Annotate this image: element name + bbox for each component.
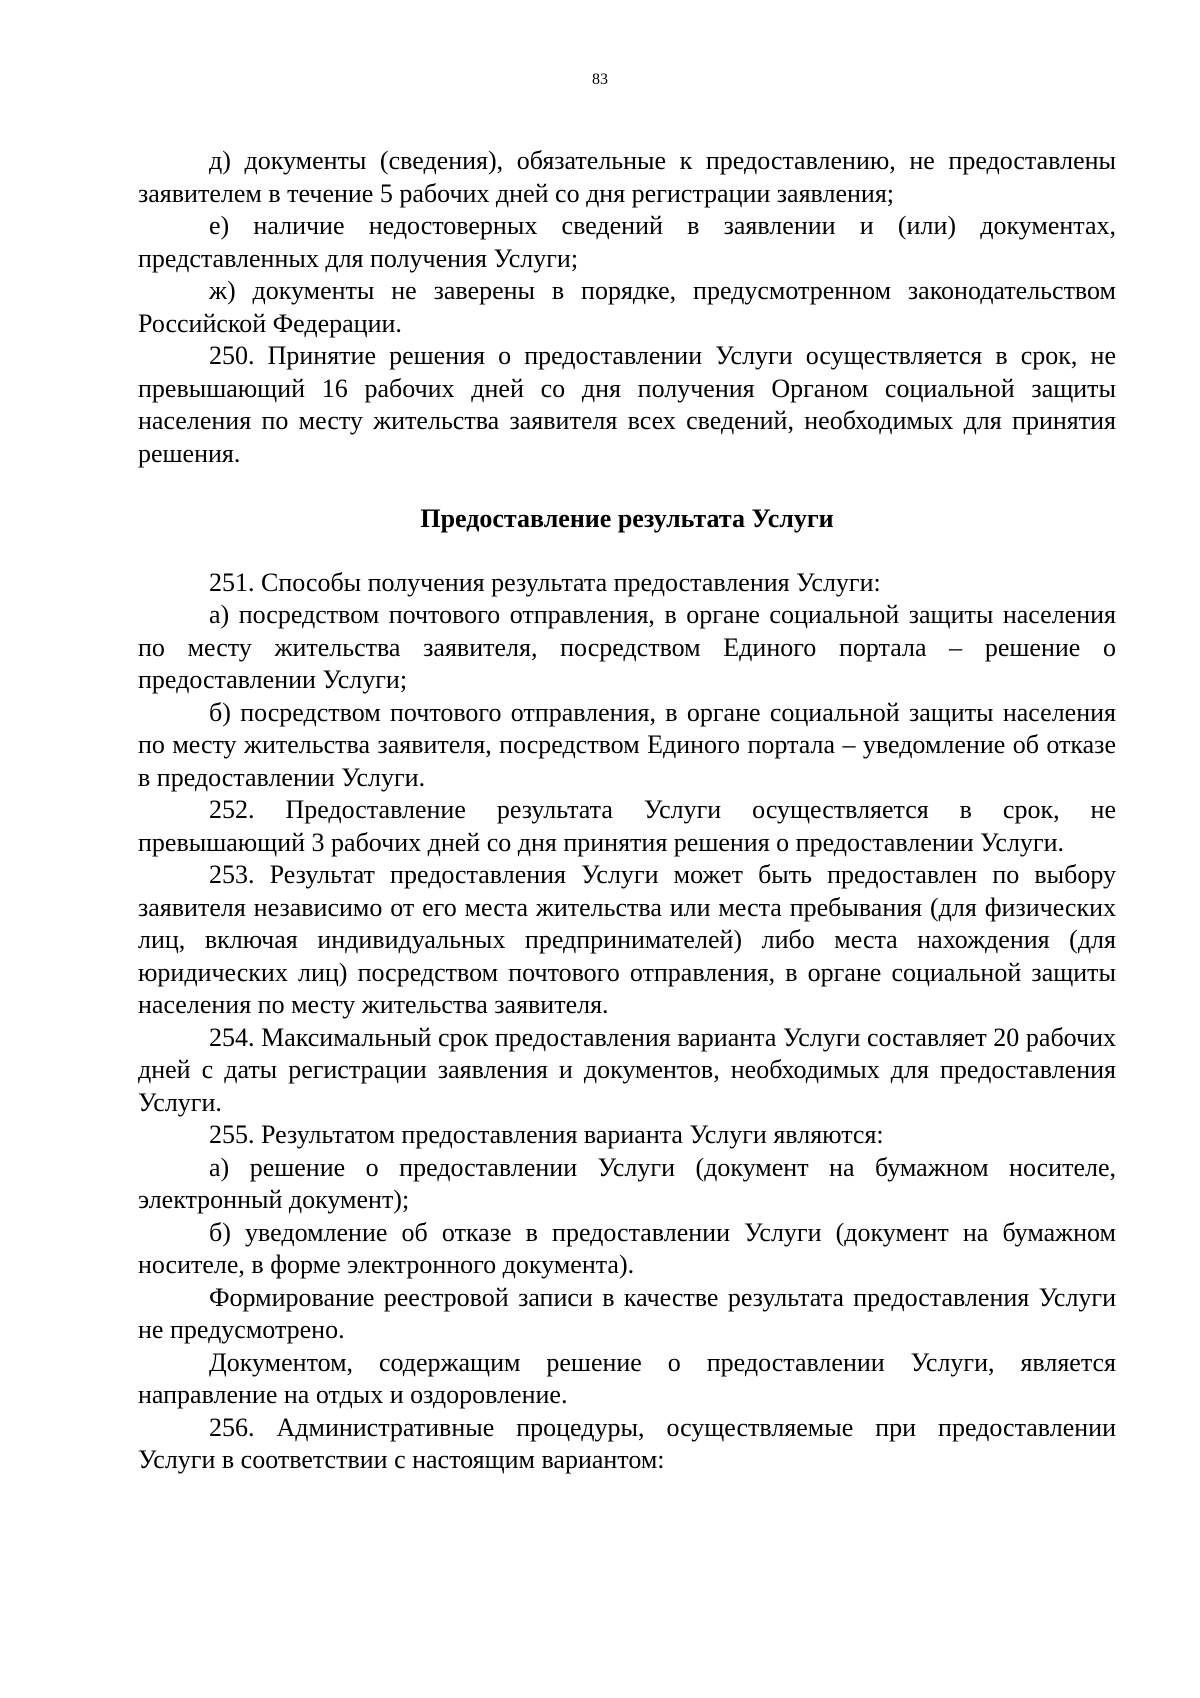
paragraph-250: 250. Принятие решения о предоставлении Услуги осуществляется в срок, не превышающий 16 рабочих дней со дня получения Органом социальной защиты населения по месту жительства заявителя всех сведений, необходимых для принятия решения.: [138, 341, 1116, 468]
paragraph-253: 253. Результат предоставления Услуги может быть предоставлен по выбору заявителя независимо от его места жительства или места пребывания (для физических лиц, включая индивидуальных предпринимателей) либо места нахождения (для юридических лиц) посредством почтового отправления, в органе социальной защиты населения по месту жительства заявителя.: [138, 860, 1116, 1019]
page-number: 83: [592, 71, 608, 88]
paragraph-255-b: б) уведомление об отказе в предоставлении Услуги (документ на бумажном носителе, в форме электронного документа).: [138, 1217, 1116, 1279]
paragraph-decision-document: Документом, содержащим решение о предоставлении Услуги, является направление на отдых и оздоровление.: [138, 1347, 1116, 1409]
paragraph-251-b: б) посредством почтового отправления, в органе социальной защиты населения по месту жительства заявителя, посредством Единого портала – уведомление об отказе в предоставлении Услуги.: [138, 697, 1116, 792]
paragraph-256: 256. Административные процедуры, осуществляемые при предоставлении Услуги в соответствии с настоящим вариантом:: [138, 1412, 1116, 1474]
paragraph-e: е) наличие недостоверных сведений в заявлении и (или) документах, представленных для получения Услуги;: [138, 211, 1116, 273]
paragraph-zh: ж) документы не заверены в порядке, предусмотренном законодательством Российской Федерации.: [138, 276, 1116, 338]
paragraph-254: 254. Максимальный срок предоставления варианта Услуги составляет 20 рабочих дней с даты регистрации заявления и документов, необходимых для предоставления Услуги.: [138, 1022, 1116, 1117]
paragraph-252: 252. Предоставление результата Услуги осуществляется в срок, не превышающий 3 рабочих дней со дня принятия решения о предоставлении Услуги.: [138, 795, 1116, 857]
paragraph-251-a: а) посредством почтового отправления, в органе социальной защиты населения по месту жительства заявителя, посредством Единого портала – решение о предоставлении Услуги;: [138, 600, 1116, 694]
page-content: [138, 145, 1116, 1477]
paragraph-255: 255. Результатом предоставления варианта Услуги являются:: [209, 1120, 884, 1149]
paragraph-d: д) документы (сведения), обязательные к предоставлению, не предоставлены заявителем в течение 5 рабочих дней со дня регистрации заявления;: [138, 146, 1116, 208]
paragraph-251: 251. Способы получения результата предоставления Услуги:: [209, 567, 881, 597]
section-heading: Предоставление результата Услуги: [420, 504, 834, 533]
paragraph-255-a: а) решение о предоставлении Услуги (документ на бумажном носителе, электронный документ);: [138, 1152, 1116, 1214]
paragraph-registry-record: Формирование реестровой записи в качестве результата предоставления Услуги не предусмотрено.: [138, 1282, 1116, 1344]
